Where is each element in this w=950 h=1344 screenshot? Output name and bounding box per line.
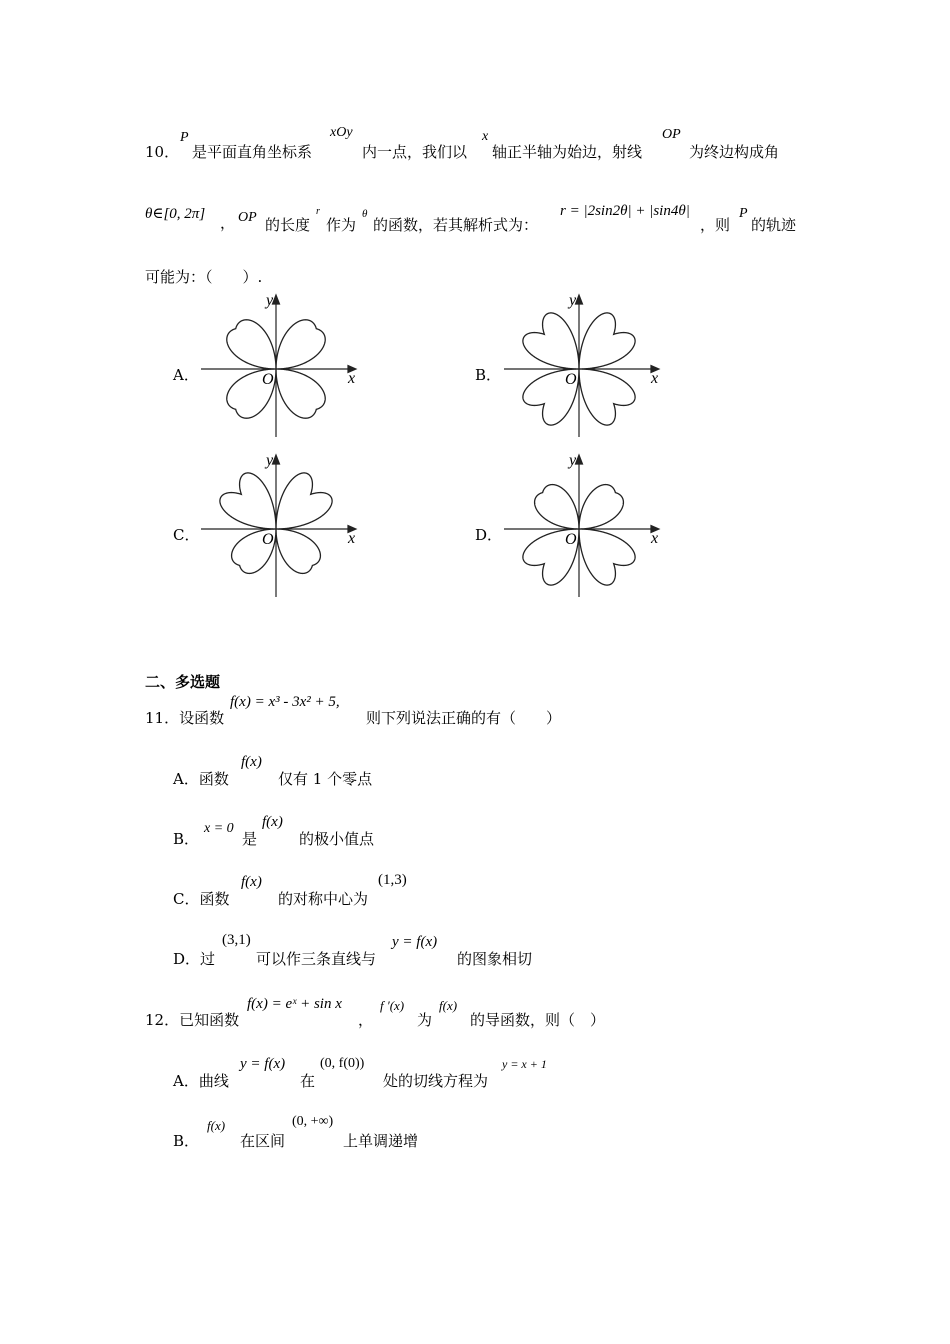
q10-option-d-label: D． — [475, 526, 503, 544]
q11-function: f(x) = x³ - 3x² + 5, — [230, 694, 340, 710]
q12-b-text: 上单调递增 — [343, 1132, 419, 1150]
q11-b-text: 的极小值点 — [299, 830, 375, 848]
q12-number: 12．已知函数 — [145, 1011, 240, 1029]
q10-var-p: P — [180, 130, 189, 145]
q10-var-op-2: OP — [238, 210, 257, 225]
q11-a-label: A．函数 — [173, 770, 229, 788]
q10-text-9: 的轨迹 — [751, 216, 797, 234]
q10-text-7: 的函数，若其解析式为： — [373, 216, 539, 234]
q11-d-label: D．过 — [173, 950, 216, 968]
q10-option-c-graph — [197, 453, 362, 603]
q10-var-xoy: xOy — [330, 125, 353, 140]
q11-d-mid: 可以作三条直线与 — [256, 950, 377, 968]
section-title: 二、多选题 — [145, 673, 221, 691]
q10-option-a-label: A． — [173, 366, 199, 384]
q11-b-eq: x = 0 — [204, 821, 234, 836]
q11-b-label: B． — [173, 830, 200, 848]
q10-formula: r = |2sin2θ| + |sin4θ| — [560, 203, 690, 219]
q10-option-c-label: C． — [173, 526, 200, 544]
q12-a-curve: y = f(x) — [240, 1056, 286, 1072]
q12-b-label: B． — [173, 1132, 200, 1150]
q10-var-op: OP — [662, 127, 681, 142]
q11-c-func: f(x) — [241, 874, 262, 890]
q12-func-ref: f(x) — [439, 998, 458, 1013]
q11-c-point: (1,3) — [378, 872, 407, 888]
q10-option-c-x-label: x — [348, 530, 356, 547]
q10-var-r: r — [316, 206, 320, 217]
q10-option-c-origin-label: O — [262, 531, 274, 548]
q10-option-b-graph — [500, 293, 665, 443]
q12-comma: ， — [358, 1011, 374, 1029]
q11-b-func: f(x) — [262, 814, 283, 830]
q11-d-text: 的图象相切 — [457, 950, 533, 968]
q10-text-2: 内一点，我们以 — [362, 143, 468, 161]
q10-option-d-x-label: x — [651, 530, 659, 547]
q10-text-3: 轴正半轴为始边，射线 — [492, 143, 643, 161]
q10-option-c-y-label: y — [266, 452, 274, 469]
q12-a-text: 处的切线方程为 — [383, 1072, 489, 1090]
q10-var-theta: θ — [362, 208, 368, 220]
q10-number: 10． — [145, 143, 180, 161]
q11-b-mid: 是 — [242, 830, 258, 848]
q10-text-6: 作为 — [326, 216, 357, 234]
q10-text-1: 是平面直角坐标系 — [192, 143, 313, 161]
q12-derivative: f ′(x) — [380, 998, 405, 1013]
q11-a-text: 仅有 1 个零点 — [278, 770, 373, 788]
q10-option-d-y-label: y — [569, 452, 577, 469]
q12-mid: 为 — [417, 1011, 433, 1029]
q10-comma: ， — [220, 214, 236, 232]
q10-var-x: x — [482, 129, 489, 144]
q12-a-mid: 在 — [300, 1072, 316, 1090]
q12-stem-end: 的导函数，则（ ） — [470, 1011, 606, 1029]
q10-text-4: 为终边构成角 — [689, 143, 780, 161]
q10-text-5: 的长度 — [265, 216, 311, 234]
q12-a-line: y = x + 1 — [502, 1057, 547, 1071]
q12-a-label: A．曲线 — [173, 1072, 229, 1090]
q10-text-8: ，则 — [700, 216, 731, 234]
q10-option-b-x-label: x — [651, 370, 659, 387]
q10-option-b-origin-label: O — [565, 371, 577, 388]
q12-b-mid: 在区间 — [240, 1132, 286, 1150]
q10-var-p-2: P — [739, 206, 748, 221]
q11-d-point: (3,1) — [222, 932, 251, 948]
q10-theta-range: θ∈[0, 2π] — [145, 206, 206, 222]
q11-c-label: C．函数 — [173, 890, 230, 908]
q11-c-mid: 的对称中心为 — [278, 890, 369, 908]
q10-option-d-graph — [500, 453, 665, 603]
q12-a-point: (0, f(0)) — [320, 1056, 365, 1071]
q12-function: f(x) = eˣ + sin x — [247, 996, 342, 1012]
q10-option-a-y-label: y — [266, 292, 274, 309]
q11-a-func: f(x) — [241, 754, 262, 770]
q10-option-b-y-label: y — [569, 292, 577, 309]
q10-option-a-origin-label: O — [262, 371, 274, 388]
q11-stem-end: 则下列说法正确的有（ ） — [366, 709, 562, 727]
q10-text-10: 可能为：（ ）. — [145, 268, 263, 286]
q10-option-d-origin-label: O — [565, 531, 577, 548]
q11-number: 11．设函数 — [145, 709, 225, 727]
q11-d-curve: y = f(x) — [392, 934, 438, 950]
q10-option-a-x-label: x — [348, 370, 356, 387]
q12-b-func: f(x) — [207, 1118, 226, 1133]
q10-option-b-label: B． — [475, 366, 502, 384]
q10-option-a-graph — [197, 293, 362, 443]
q12-b-interval: (0, +∞) — [292, 1114, 334, 1129]
